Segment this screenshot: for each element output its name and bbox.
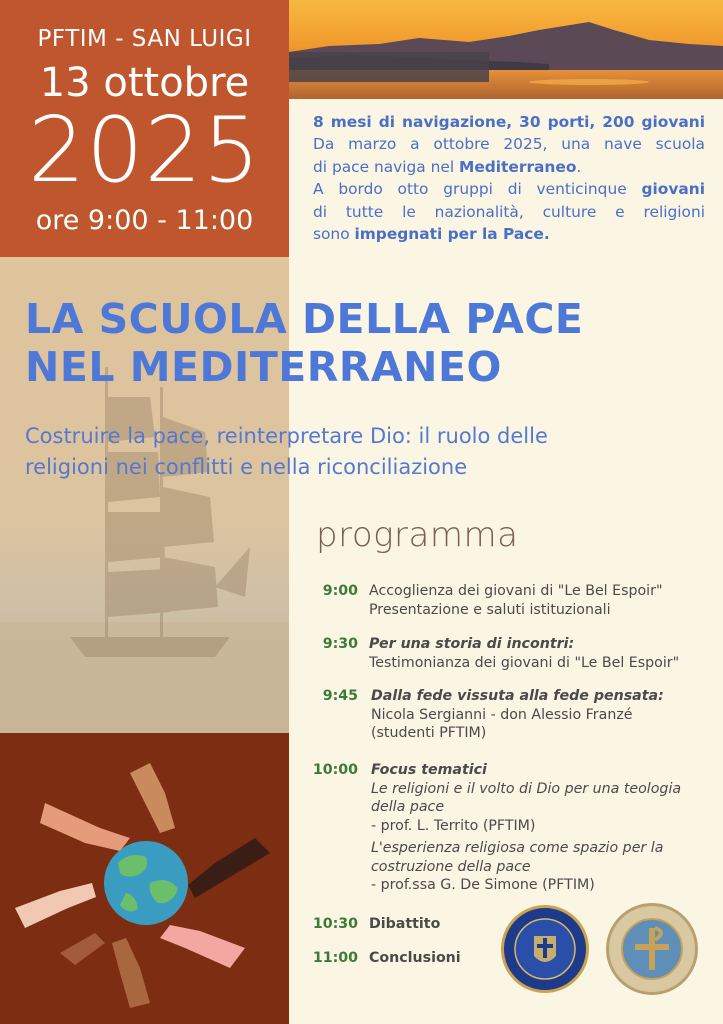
programme-text: L'esperienza religiosa come spazio per la — [371, 840, 664, 856]
programme-text: Dibattito — [369, 916, 441, 932]
programme-text: Conclusioni — [369, 950, 461, 966]
programme-text: Dalla fede vissuta alla fede pensata: — [371, 688, 664, 704]
title-line-1: LA SCUOLA DELLA PACE — [25, 295, 584, 343]
illustration-panel — [0, 733, 289, 1024]
event-time: ore 9:00 - 11:00 — [35, 205, 254, 236]
sunset-gulf-image — [289, 0, 723, 99]
organizer: PFTIM - SAN LUIGI — [37, 26, 252, 52]
programme-text: della pace — [371, 799, 445, 815]
event-title — [25, 295, 583, 391]
event-date: 13 ottobre — [39, 60, 250, 106]
programme-text: Le religioni e il volto di Dio per una teologia — [371, 780, 682, 797]
intro-bold: giovani — [641, 180, 705, 199]
programme-time: 9:30 — [322, 636, 358, 652]
event-subtitle — [25, 421, 715, 483]
programme-text: Presentazione e saluti istituzionali — [369, 601, 611, 618]
programme-text: - prof. L. Territo (PFTIM) — [371, 817, 536, 834]
blue-seal-logo — [501, 905, 589, 993]
programme-text: Accoglienza dei giovani di "Le Bel Espoir" — [369, 583, 663, 599]
programme-text: Testimonianza dei giovani di "Le Bel Espoir" — [369, 654, 680, 671]
programme-text: costruzione della pace — [371, 858, 531, 875]
programme-time: 10:00 — [312, 762, 358, 778]
intro-line: . — [576, 157, 582, 176]
intro-line: di tutte le nazionalità, culture e religioni — [313, 202, 705, 221]
programme-text: Per una storia di incontri: — [369, 636, 575, 652]
programme-text: Nicola Sergianni - don Alessio Franzé — [371, 706, 633, 723]
intro-line: Da marzo a ottobre 2025, una nave scuola — [313, 135, 705, 154]
intro-headline: 8 mesi di navigazione, 30 porti, 200 giovani — [313, 113, 705, 131]
subtitle-line-2: religioni nei conflitti e nella riconciliazione — [25, 455, 468, 479]
programme-time: 9:00 — [322, 583, 358, 599]
intro-line: sono — [313, 225, 355, 244]
programme-time: 9:45 — [322, 688, 358, 704]
programme-text: Focus tematici — [371, 762, 487, 778]
date-panel — [0, 0, 289, 257]
gold-seal-logo — [606, 903, 698, 995]
hands-around-globe-illustration — [0, 733, 289, 1024]
programme-heading: programma — [316, 515, 519, 555]
title-line-2: NEL MEDITERRANEO — [25, 343, 502, 391]
intro-bold: Mediterraneo — [459, 157, 577, 176]
intro-line: A bordo otto gruppi di venticinque — [313, 180, 642, 199]
programme-text: (studenti PFTIM) — [371, 725, 487, 741]
event-year: 2025 — [27, 98, 262, 203]
programme-time: 11:00 — [312, 950, 358, 966]
intro-line: di pace naviga nel — [313, 157, 460, 176]
intro-text — [313, 111, 705, 245]
programme-time: 10:30 — [312, 916, 358, 932]
subtitle-line-1: Costruire la pace, reinterpretare Dio: il ruolo delle — [25, 424, 548, 448]
intro-bold: impegnati per la Pace. — [354, 225, 550, 244]
programme-text: - prof.ssa G. De Simone (PFTIM) — [371, 877, 595, 893]
